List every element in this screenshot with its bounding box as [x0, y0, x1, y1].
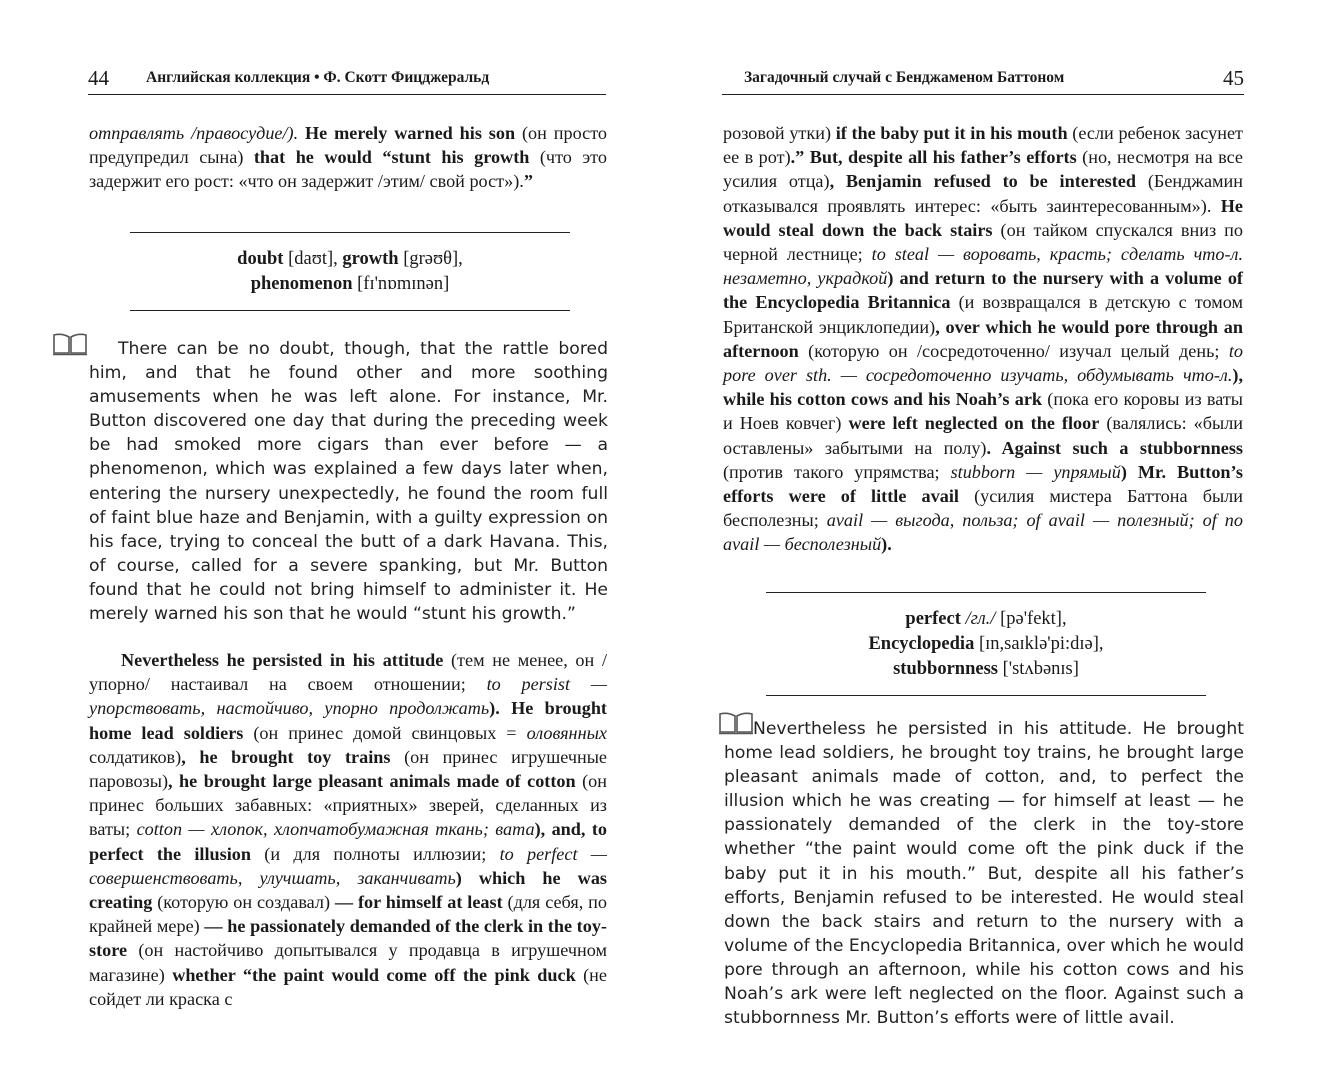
english-phrase: ) Mr. Button’s efforts were of little avail: [723, 461, 1243, 507]
english-phrase: He merely warned his son: [298, 123, 522, 143]
english-phrase: ”: [523, 171, 533, 192]
vocab-word: perfect: [905, 609, 961, 629]
dictionary-note: to pore over sth. — сосредоточенно изучать, обдумывать что-л.: [723, 340, 1243, 386]
english-phrase: ) and return to the nursery with a volume of the Encyclopedia Britannica: [723, 268, 1243, 313]
dictionary-note: avail — выгода, польза; of avail — полезный; of no avail — бесполезный: [723, 510, 1243, 555]
dictionary-note: cotton — хлопок, хлопчатобумажная ткань; вата: [136, 819, 535, 840]
english-phrase: ), and, to perfect the illusion: [89, 819, 608, 864]
page-number: 44: [88, 66, 109, 90]
translation-text: (для себя, по крайней мере): [89, 892, 607, 937]
english-phrase: Nevertheless he persisted in his attitude: [121, 650, 444, 670]
english-phrase: if the baby put it in his mouth: [835, 123, 1068, 143]
translation-text: (он принес домой свинцовых =: [243, 722, 527, 743]
translation-text: (он принес игрушечные паровозы): [89, 746, 608, 792]
dictionary-note: stubborn — упрямый: [950, 461, 1121, 482]
english-phrase: whether “the paint would come off the pink duck: [172, 964, 576, 985]
english-passage: [89, 337, 608, 626]
translation-text: (валялись: «были оставлены» забытыми на полу): [723, 413, 1243, 458]
translation-text: (и для полноты иллюзии;: [250, 843, 500, 864]
translation-text: (Бенджамин отказывался проявлять интерес: «быть заинтересованным»).: [723, 171, 1243, 216]
dictionary-note: оловянных: [526, 722, 607, 743]
dictionary-note: to steal — воровать, красть; сделать что-л. незаметно, украдкой: [723, 244, 1244, 289]
open-book-icon: [52, 332, 88, 356]
english-phrase: that he would “stunt his growth: [253, 147, 530, 168]
right-page-header: [722, 64, 1244, 95]
translation-text: (что это задержит его рост: «что он задержит /этим/ свой рост»).: [89, 147, 607, 192]
translation-text: (если ребенок засунет ее в рот): [723, 123, 1243, 168]
english-phrase: , he brought toy trains: [181, 746, 391, 767]
transcription: ['stʌbənɪs]: [997, 659, 1079, 679]
divider: [766, 592, 1206, 593]
dictionary-note: to perfect — совершенствовать, улучшать, заканчивать: [89, 843, 607, 888]
divider: [766, 695, 1206, 696]
left-page-header: [88, 64, 606, 95]
transcription: [daʊt],: [283, 249, 343, 269]
english-phrase: He would steal down the back stairs: [723, 195, 1243, 240]
english-phrase: ). He brought home lead soldiers: [89, 698, 607, 743]
divider: [130, 232, 570, 233]
english-phrase: — he passionately demanded of the clerk in the toy-store: [89, 916, 607, 961]
vocab-word: Encyclopedia: [868, 634, 975, 654]
translation-text: (не сойдет ли краска с: [89, 964, 607, 1009]
english-phrase: , he brought large pleasant animals made of cotton: [168, 771, 576, 792]
english-phrase: , over which he would pore through an afternoon: [723, 316, 1243, 361]
left-page: [0, 0, 666, 1080]
english-phrase: .” But, despite all his father’s efforts: [790, 147, 1077, 168]
translation-text: (он настойчиво допытывался у продавца в игрушечном магазине): [89, 940, 607, 985]
pronunciation-box: [130, 232, 570, 311]
translation-text: (и возвращался в детскую с томом Британской энциклопедии): [723, 292, 1243, 337]
english-phrase: . Against such a stubbornness: [986, 437, 1243, 458]
english-phrase: ) which he was creating: [89, 867, 607, 913]
translation-text: (которую он /сосредоточенно/ изучал целый день;: [798, 340, 1229, 361]
english-text: There can be no doubt, though, that the rattle bored him, and that he found other and more soothing amusements when he was left alone. For instance, Mr. Button discovered one day that during the preceding week be had smoked more cigars than ever before — a phenomenon, which was explained a few days later when, entering the nursery unexpectedly, he found the room full of faint blue haze and Benjamin, with a guilty expression on his face, trying to conceal the butt of a dark Havana. This, of course, called for a severe spanking, but Mr. Button found that he could not bring himself to administer it. He merely warned his son that he would “stunt his growth.”: [89, 339, 608, 625]
vocab-word: phenomenon: [250, 274, 353, 294]
translation-text: (он просто предупредил сына): [89, 123, 607, 168]
dictionary-note: отправлять /правосудие/).: [89, 123, 299, 143]
pronunciation-box: [766, 592, 1206, 696]
running-title: Загадочный случай с Бенджаменом Баттоном: [744, 69, 1065, 86]
translation-text: (он принес больших забавных: «приятных» зверей, сделанных из ваты;: [89, 771, 607, 840]
running-title: Английская коллекция • Ф. Скотт Фицджеральд: [146, 69, 490, 86]
english-passage: [724, 717, 1244, 1030]
translation-text: (пока его коровы из ваты и Ноев ковчег): [723, 389, 1243, 434]
transcription: [fɪ'nɒmɪnən]: [352, 274, 450, 294]
grammar-note: /гл./: [960, 609, 996, 629]
english-phrase: ), while his cotton cows and his Noah’s ark: [723, 365, 1243, 410]
translation-text: (тем не менее, он /упорно/ настаивал на своем отношении;: [89, 650, 607, 695]
vocab-word: stubbornness: [893, 659, 998, 679]
english-phrase: — for himself at least: [334, 892, 503, 913]
translation-text: (против такого упрямства;: [723, 461, 951, 482]
transcription: [grəʊθ],: [398, 249, 463, 269]
annotated-paragraph: [723, 121, 1243, 557]
translation-text: (но, несмотря на все усилия отца): [723, 147, 1243, 192]
translation-text: розовой утки): [723, 123, 836, 143]
english-phrase: were left neglected on the floor: [848, 413, 1100, 434]
vocab-word: growth: [342, 249, 399, 269]
translation-text: солдатиков): [89, 746, 182, 767]
page-number: 45: [1223, 66, 1244, 90]
transcription: [pə'fekt],: [995, 609, 1067, 629]
annotated-paragraph: [89, 648, 607, 1011]
annotated-paragraph: [89, 121, 607, 194]
divider: [130, 310, 570, 311]
english-text: Nevertheless he persisted in his attitude. He brought home lead soldiers, he brought toy trains, he brought large pleasant animals made of cotton, and, to perfect the illusion which he was creating — for himself at least — he passionately demanded of the clerk in the toy-store whether “the paint would come oft the pink duck if the baby put it in his mouth.” But, despite all his father’s efforts, Benjamin refused to be interested. He would steal down the back stairs and return to the nursery with a volume of the Encyclopedia Britannica, over which he would pore through an afternoon, while his cotton cows and his Noah’s ark were left neglected on the floor. Against such a stubbornness Mr. Button’s efforts were of little avail.: [724, 719, 1244, 1029]
dictionary-note: to persist — упорствовать, настойчиво, упорно продолжать: [89, 674, 607, 719]
right-page: [666, 0, 1333, 1080]
vocab-word: doubt: [237, 249, 284, 269]
translation-text: (усилия мистера Баттона были бесполезны;: [723, 486, 1243, 531]
transcription: [ɪn,saɪklə'pi:dɪə],: [974, 634, 1104, 654]
english-phrase: , Benjamin refused to be interested: [829, 171, 1136, 192]
translation-text: (он тайком спускался вниз по черной лестнице;: [723, 219, 1243, 265]
translation-text: (которую он создавал): [152, 892, 335, 913]
english-phrase: ).: [881, 534, 892, 555]
